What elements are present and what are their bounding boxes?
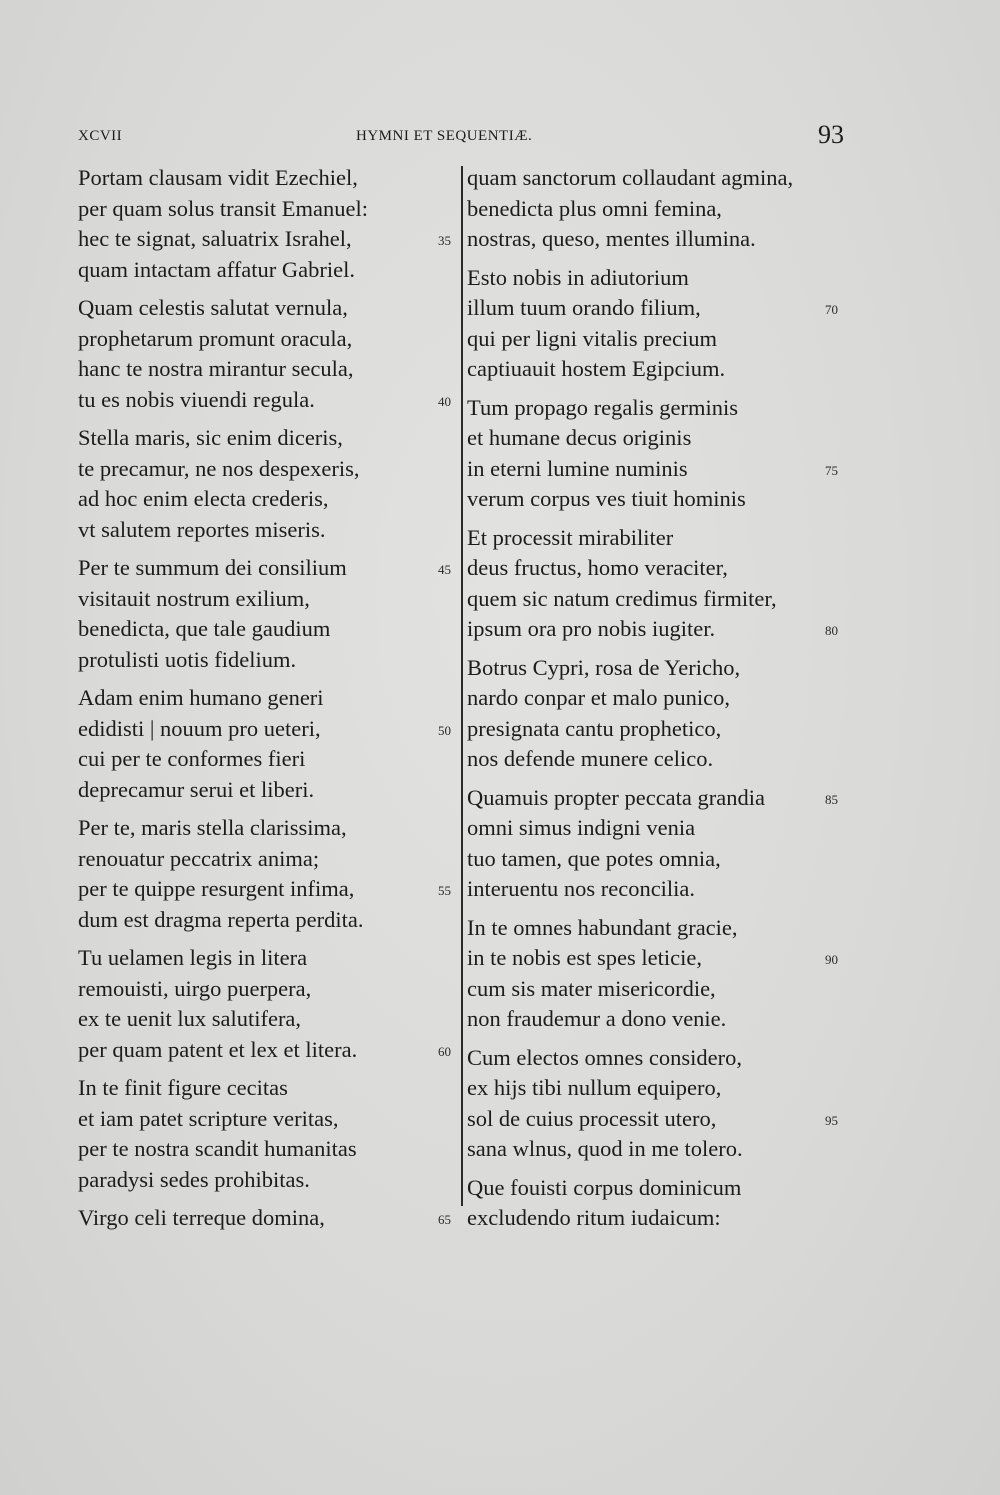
verse-text: tuo tamen, que potes omnia, [467,845,721,871]
verse-text: Stella maris, sic enim diceris, [78,425,343,450]
verse-text: Et processit mirabiliter [467,524,674,550]
stanza [78,553,460,675]
verse-text: sol de cuius processit utero, [467,1105,717,1131]
verse-line [467,194,847,225]
verse-line [467,1043,847,1074]
stanza [78,1203,460,1234]
verse-line [78,1203,460,1234]
line-number: 75 [825,462,838,478]
verse-line [78,454,460,485]
line-number: 95 [825,1112,838,1128]
verse-text: hanc te nostra mirantur secula, [78,356,354,381]
verse-line [467,1134,847,1165]
verse-line [467,263,847,294]
verse-line [467,874,847,905]
verse-text: Per te, maris stella clarissima, [78,815,347,840]
verse-line [78,813,460,844]
verse-line [467,454,847,485]
stanza [467,1043,847,1165]
right-column [467,163,847,1242]
verse-text: per te nostra scandit humanitas [78,1136,357,1161]
stanza [467,393,847,515]
verse-line [467,614,847,645]
verse-text: in te nobis est spes leticie, [467,945,702,970]
verse-line [78,194,460,225]
verse-line [78,163,460,194]
verse-text: Cum electos omnes considero, [467,1044,742,1070]
line-number: 35 [438,233,451,248]
verse-line [467,974,847,1005]
line-number: 85 [825,791,838,807]
verse-line [78,645,460,676]
verse-text: ex hijs tibi nullum equipero, [467,1075,722,1100]
verse-text: Tum propago regalis germinis [467,394,739,420]
stanza [78,293,460,415]
verse-text: nostras, queso, mentes illumina. [467,226,756,251]
verse-text: deprecamur serui et liberi. [78,776,315,802]
verse-text: Que fouisti corpus dominicum [467,1174,742,1200]
stanza [78,163,460,285]
verse-text: et humane decus originis [467,425,692,450]
verse-line [78,905,460,936]
verse-text: per quam patent et lex et litera. [78,1036,358,1062]
line-number: 55 [438,883,451,898]
verse-text: omni simus indigni venia [467,815,696,840]
verse-text: interuentu nos reconcilia. [467,876,696,901]
verse-line [78,224,460,255]
line-number: 45 [438,562,451,577]
verse-line [467,423,847,454]
running-title: HYMNI ET SEQUENTIÆ. [356,128,533,144]
verse-line [467,943,847,974]
verse-line [467,913,847,944]
verse-line [467,224,847,255]
verse-line [78,584,460,615]
verse-text: per te quippe resurgent infima, [78,876,355,901]
verse-line [467,844,847,875]
verse-line [467,1104,847,1135]
stanza [78,813,460,935]
verse-line [467,714,847,745]
verse-line [78,423,460,454]
verse-line [78,324,460,355]
verse-text: benedicta, que tale gaudium [78,616,331,641]
verse-text: qui per ligni vitalis precium [467,325,717,351]
verse-text: presignata cantu prophetico, [467,715,722,741]
verse-line [467,813,847,844]
verse-line [467,393,847,424]
verse-line [78,974,460,1005]
verse-line [78,484,460,515]
verse-line [467,653,847,684]
verse-text: non fraudemur a dono venie. [467,1006,727,1031]
verse-line [78,293,460,324]
stanza [467,653,847,775]
verse-text: verum corpus ves tiuit hominis [467,486,746,511]
verse-text: quam sanctorum collaudant agmina, [467,165,794,190]
verse-text: visitauit nostrum exilium, [78,585,310,611]
running-header [78,120,844,149]
verse-text: ad hoc enim electa crederis, [78,486,329,511]
verse-text: prophetarum promunt oracula, [78,325,353,351]
verse-line [78,775,460,806]
verse-line [78,515,460,546]
verse-text: Portam clausam vidit Ezechiel, [78,165,358,190]
verse-text: renouatur peccatrix anima; [78,845,320,871]
verse-line [467,744,847,775]
verse-line [78,1104,460,1135]
verse-text: cum sis mater misericordie, [467,975,716,1001]
verse-line [78,1073,460,1104]
stanza [467,913,847,1035]
verse-text: benedicta plus omni femina, [467,195,722,221]
verse-text: paradysi sedes prohibitas. [78,1166,310,1192]
line-number: 80 [825,623,838,638]
verse-line [467,293,847,324]
verse-line [78,614,460,645]
verse-text: Quam celestis salutat vernula, [78,295,348,320]
verse-text: nardo conpar et malo punico, [467,685,731,710]
verse-text: Virgo celi terreque domina, [78,1205,325,1230]
verse-text: dum est dragma reperta perdita. [78,906,364,932]
verse-line [78,683,460,714]
verse-text: In te finit figure cecitas [78,1075,288,1100]
verse-line [78,744,460,775]
stanza [78,943,460,1065]
verse-text: quem sic natum credimus firmiter, [467,585,777,611]
verse-line [467,553,847,584]
stanza [467,1173,847,1234]
verse-line [78,553,460,584]
stanza [467,783,847,905]
line-number: 50 [438,722,451,738]
stanza [78,1073,460,1195]
verse-text: in eterni lumine numinis [467,455,688,481]
verse-text: vt salutem reportes miseris. [78,516,326,542]
verse-line [78,1035,460,1066]
verse-text: Tu uelamen legis in litera [78,945,308,970]
stanza [78,423,460,545]
verse-line [78,1134,460,1165]
left-column [78,163,460,1242]
stanza [467,163,847,255]
hymn-number: XCVII [78,128,123,144]
verse-line [467,354,847,385]
verse-text: te precamur, ne nos despexeris, [78,455,360,481]
verse-text: Per te summum dei consilium [78,555,347,580]
line-number: 40 [438,393,451,409]
verse-text: ipsum ora pro nobis iugiter. [467,616,716,641]
column-divider [461,166,463,1206]
verse-line [467,163,847,194]
verse-line [467,1173,847,1204]
verse-line [78,354,460,385]
verse-line [467,683,847,714]
line-number: 70 [825,302,838,317]
verse-line [78,255,460,286]
verse-text: Quamuis propter peccata grandia [467,784,765,810]
verse-line [78,844,460,875]
page-number: 93 [818,120,844,149]
verse-line [467,324,847,355]
line-number: 65 [438,1212,451,1227]
verse-line [78,943,460,974]
verse-line [78,874,460,905]
verse-line [467,584,847,615]
stanza [467,263,847,385]
verse-line [467,484,847,515]
verse-text: protulisti uotis fidelium. [78,646,297,672]
verse-text: Adam enim humano generi [78,685,324,710]
verse-line [467,523,847,554]
verse-line [467,783,847,814]
verse-text: tu es nobis viuendi regula. [78,386,315,412]
verse-line [467,1203,847,1234]
verse-text: edidisti | nouum pro ueteri, [78,715,321,741]
verse-text: per quam solus transit Emanuel: [78,195,368,221]
verse-text: Esto nobis in adiutorium [467,264,689,290]
verse-text: ex te uenit lux salutifera, [78,1006,302,1031]
verse-text: et iam patet scripture veritas, [78,1105,339,1131]
verse-text: illum tuum orando filium, [467,295,701,320]
verse-text: captiuauit hostem Egipcium. [467,356,726,381]
verse-line [78,1004,460,1035]
line-number: 60 [438,1043,451,1059]
verse-text: quam intactam affatur Gabriel. [78,256,355,282]
stanza [78,683,460,805]
stanza [467,523,847,645]
verse-line [78,385,460,416]
verse-text: sana wlnus, quod in me tolero. [467,1136,743,1161]
verse-text: remouisti, uirgo puerpera, [78,975,312,1001]
verse-text: hec te signat, saluatrix Israhel, [78,226,352,251]
verse-line [467,1073,847,1104]
verse-text: deus fructus, homo veraciter, [467,555,728,580]
verse-text: cui per te conformes fieri [78,746,306,771]
verse-line [78,714,460,745]
verse-text: In te omnes habundant gracie, [467,914,738,940]
verse-text: excludendo ritum iudaicum: [467,1205,721,1230]
verse-line [467,1004,847,1035]
line-number: 90 [825,952,838,967]
verse-line [78,1165,460,1196]
verse-text: nos defende munere celico. [467,746,714,771]
verse-text: Botrus Cypri, rosa de Yericho, [467,654,741,680]
